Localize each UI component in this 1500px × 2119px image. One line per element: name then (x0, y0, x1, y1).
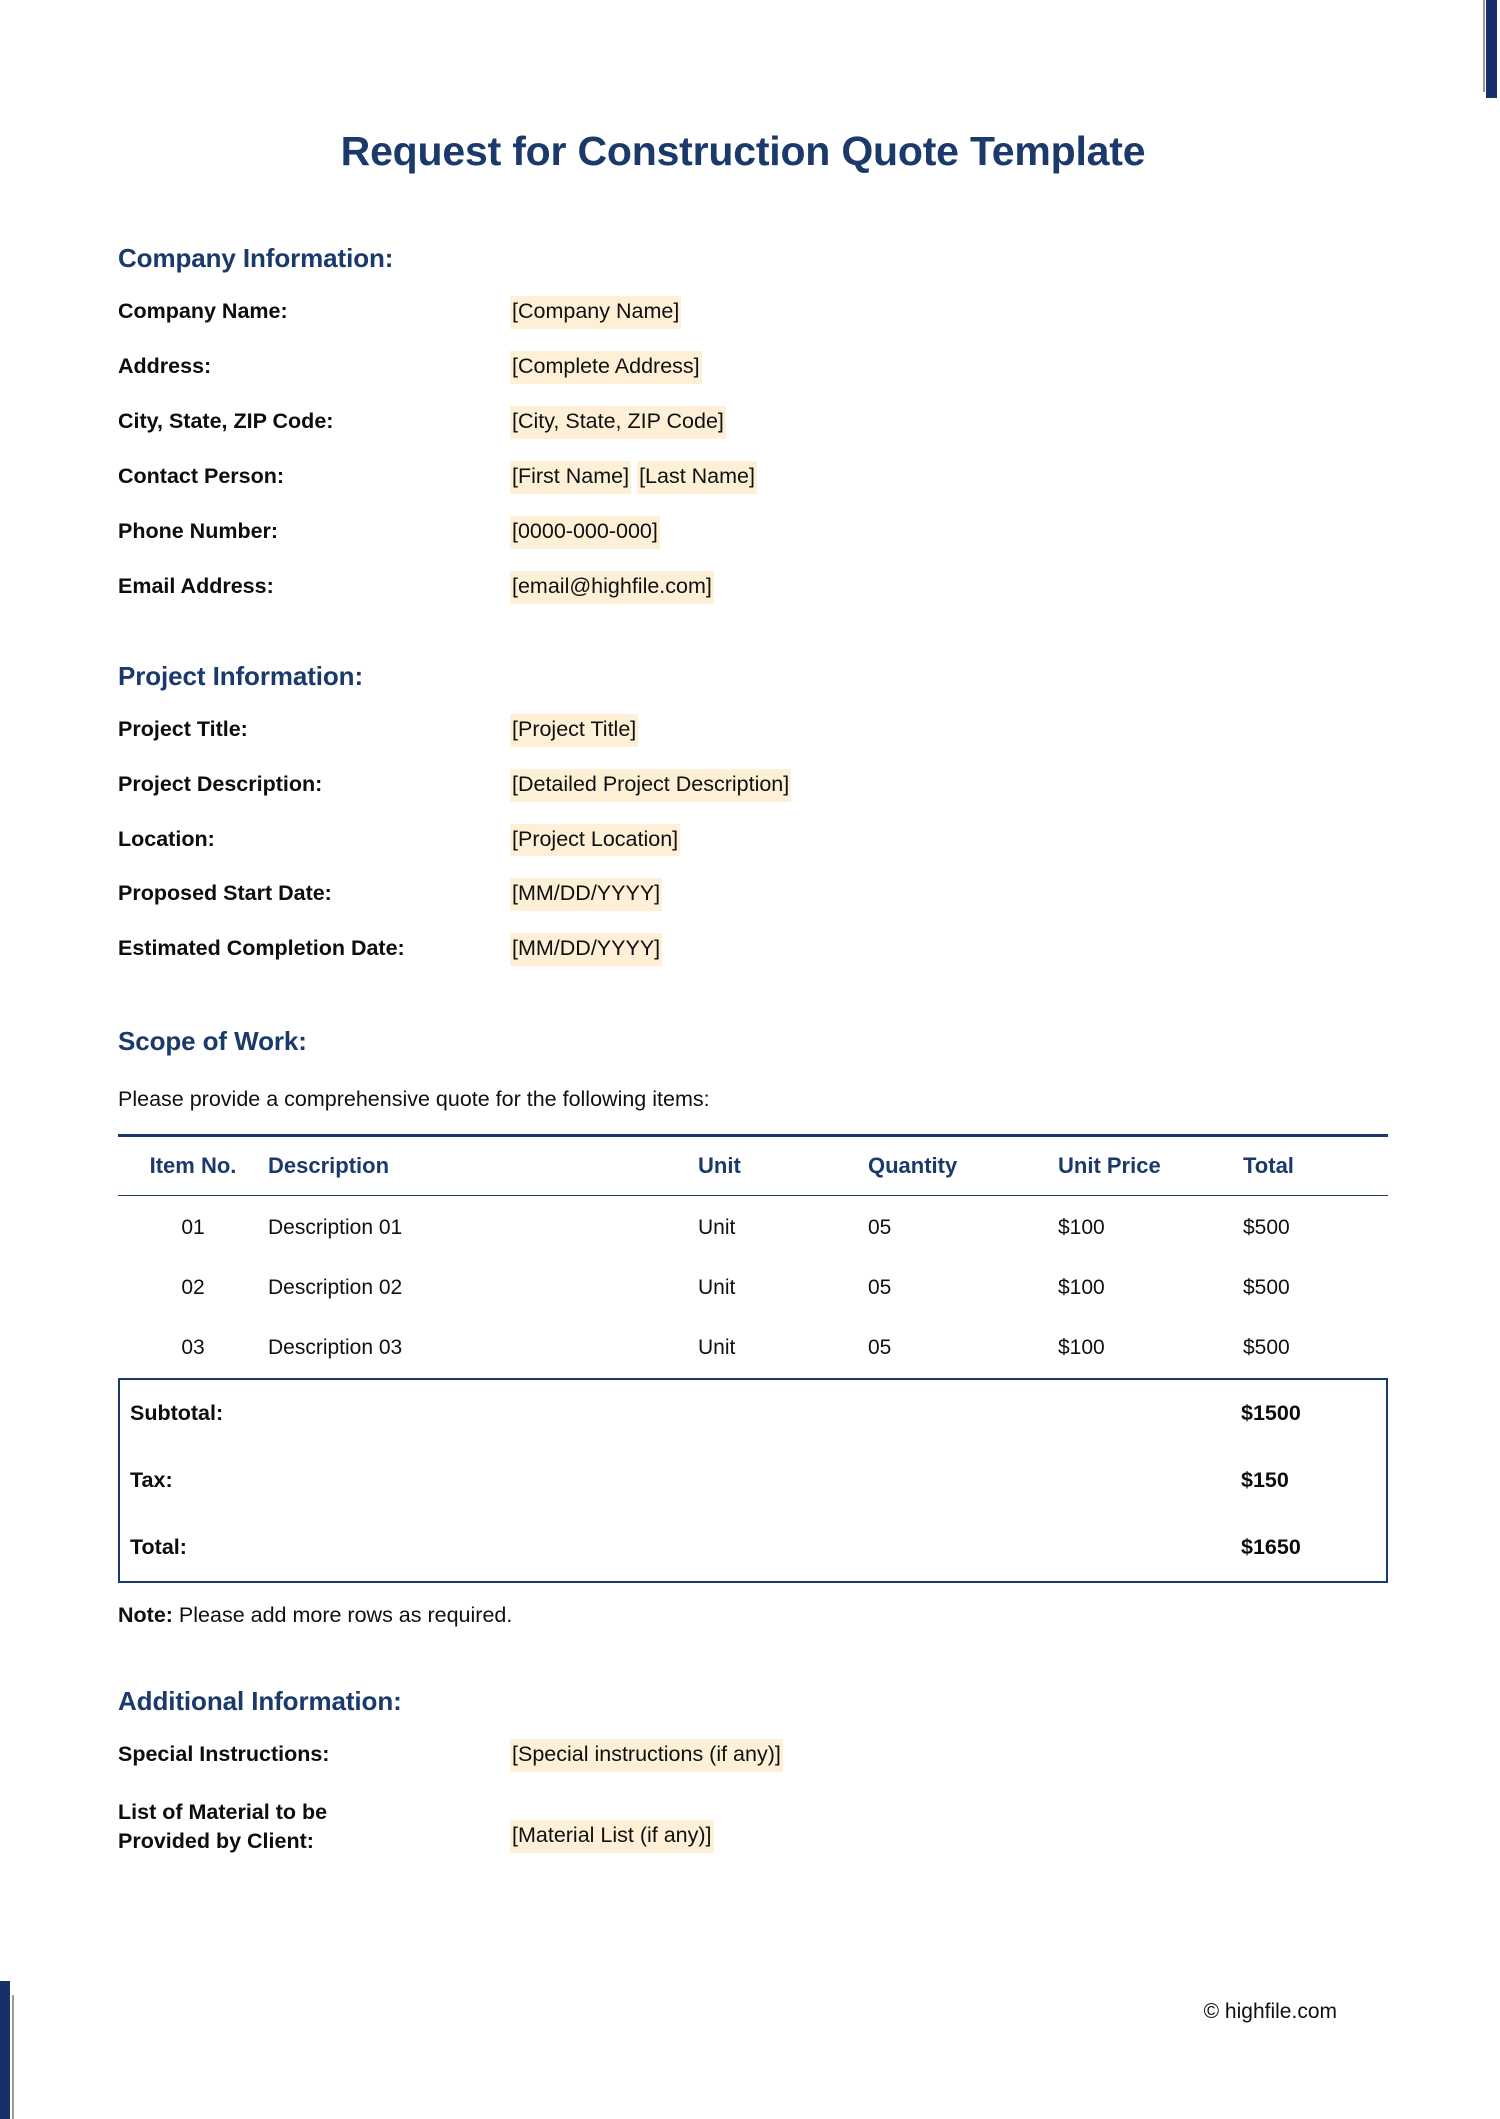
totals-row-tax (119, 1447, 1387, 1514)
field-address (118, 351, 1382, 384)
cell-unit-price: $100 (1058, 1216, 1105, 1240)
field-city-state-zip (118, 406, 1382, 439)
cell-item-no: 03 (181, 1336, 205, 1360)
cell-total: $500 (1243, 1216, 1290, 1240)
field-value (510, 406, 726, 439)
cell-item-no: 01 (181, 1216, 205, 1240)
cell-unit: Unit (698, 1336, 736, 1360)
placeholder-value[interactable]: [Project Title] (510, 714, 638, 747)
field-estimated-completion-date (118, 933, 1382, 966)
placeholder-value[interactable]: [City, State, ZIP Code] (510, 406, 726, 439)
totals-amount: $150 (1241, 1468, 1289, 1493)
totals-row-total (119, 1514, 1387, 1582)
totals-label: Tax: (130, 1468, 173, 1493)
placeholder-value[interactable]: [Company Name] (510, 296, 681, 329)
field-label (118, 1798, 510, 1856)
field-value (510, 571, 714, 604)
table-body (118, 1196, 1388, 1379)
field-label: Company Name: (118, 299, 288, 323)
field-label: Estimated Completion Date: (118, 936, 405, 961)
placeholder-value[interactable]: [MM/DD/YYYY] (510, 933, 662, 966)
field-proposed-start-date (118, 878, 1382, 911)
cell-quantity: 05 (868, 1336, 892, 1360)
cell-unit: Unit (698, 1276, 736, 1300)
field-label: City, State, ZIP Code: (118, 408, 334, 433)
cell-unit: Unit (698, 1216, 736, 1240)
column-header-description: Description (268, 1136, 698, 1196)
placeholder-value[interactable]: [Complete Address] (510, 351, 702, 384)
field-value (510, 769, 791, 802)
table-header (118, 1136, 1388, 1196)
totals-box (118, 1378, 1388, 1583)
totals-label: Total: (130, 1535, 187, 1560)
totals-amount: $1650 (1241, 1535, 1301, 1560)
field-email-address (118, 571, 1382, 604)
scope-intro-text: Please provide a comprehensive quote for the following items: (118, 1087, 710, 1112)
placeholder-value[interactable]: [MM/DD/YYYY] (510, 878, 662, 911)
placeholder-value[interactable]: [email@highfile.com] (510, 571, 714, 604)
table-row (118, 1196, 1388, 1259)
field-location (118, 824, 1382, 857)
cell-description: Description 02 (268, 1276, 403, 1300)
field-label: Contact Person: (118, 463, 285, 488)
field-material-list (118, 1798, 1382, 1856)
field-project-description (118, 769, 1382, 802)
field-contact-person (118, 461, 1382, 494)
field-label-line-1: List of Material to be (118, 1800, 328, 1825)
field-phone-number (118, 516, 1382, 549)
field-label: Proposed Start Date: (118, 881, 332, 906)
field-label: Address: (118, 353, 212, 378)
placeholder-value[interactable]: [0000-000-000] (510, 516, 660, 549)
field-value (510, 296, 681, 329)
placeholder-value[interactable]: [Project Location] (510, 824, 680, 857)
cell-item-no: 02 (181, 1276, 205, 1300)
field-value (510, 824, 680, 857)
cell-description: Description 01 (268, 1216, 403, 1240)
cell-quantity: 05 (868, 1276, 892, 1300)
cell-total: $500 (1243, 1336, 1290, 1360)
cell-unit-price: $100 (1058, 1336, 1105, 1360)
section-heading-additional: Additional Information: (118, 1686, 402, 1717)
field-special-instructions (118, 1739, 1382, 1772)
field-value (510, 878, 662, 911)
placeholder-value[interactable]: [Special instructions (if any)] (510, 1739, 783, 1772)
table-note (118, 1603, 1382, 1628)
field-value (510, 461, 757, 494)
field-label: Location: (118, 826, 215, 851)
section-heading-project: Project Information: (118, 660, 364, 691)
table-row (118, 1258, 1388, 1318)
scope-items-table (118, 1134, 1388, 1378)
page-title: Request for Construction Quote Template (340, 128, 1146, 174)
placeholder-last-name[interactable]: [Last Name] (637, 461, 757, 494)
cell-quantity: 05 (868, 1216, 892, 1240)
column-header-item-no: Item No. (118, 1136, 268, 1196)
field-value (510, 516, 660, 549)
section-heading-scope: Scope of Work: (118, 1026, 307, 1057)
placeholder-value[interactable]: [Material List (if any)] (510, 1820, 714, 1853)
placeholder-value[interactable]: [Detailed Project Description] (510, 769, 791, 802)
field-value (510, 1798, 714, 1853)
section-heading-company: Company Information: (118, 243, 394, 273)
totals-amount: $1500 (1241, 1401, 1301, 1426)
cell-description: Description 03 (268, 1336, 403, 1360)
field-label: Email Address: (118, 573, 274, 598)
field-value (510, 351, 702, 384)
field-value (510, 714, 638, 747)
totals-label: Subtotal: (130, 1401, 224, 1426)
note-label: Note: (118, 1603, 173, 1628)
field-label: Phone Number: (118, 518, 279, 543)
cell-total: $500 (1243, 1276, 1290, 1300)
note-text: Please add more rows as required. (178, 1603, 513, 1628)
column-header-unit: Unit (698, 1136, 868, 1196)
cell-unit-price: $100 (1058, 1276, 1105, 1300)
totals-body (119, 1379, 1387, 1582)
table-row (118, 1318, 1388, 1378)
field-project-title (118, 714, 1382, 747)
field-label-line-2: Provided by Client: (118, 1829, 314, 1854)
field-label: Special Instructions: (118, 1742, 330, 1767)
totals-row-subtotal (119, 1379, 1387, 1447)
column-header-unit-price: Unit Price (1058, 1136, 1243, 1196)
footer-copyright: © highfile.com (1203, 2000, 1337, 2023)
column-header-total: Total (1243, 1136, 1388, 1196)
column-header-quantity: Quantity (868, 1136, 1058, 1196)
field-label: Project Title: (118, 716, 248, 741)
field-value (510, 933, 662, 966)
placeholder-first-name[interactable]: [First Name] (510, 461, 631, 494)
field-value (510, 1739, 783, 1772)
field-company-name (118, 296, 1382, 329)
field-label: Project Description: (118, 771, 323, 796)
table-header-row (118, 1136, 1388, 1196)
